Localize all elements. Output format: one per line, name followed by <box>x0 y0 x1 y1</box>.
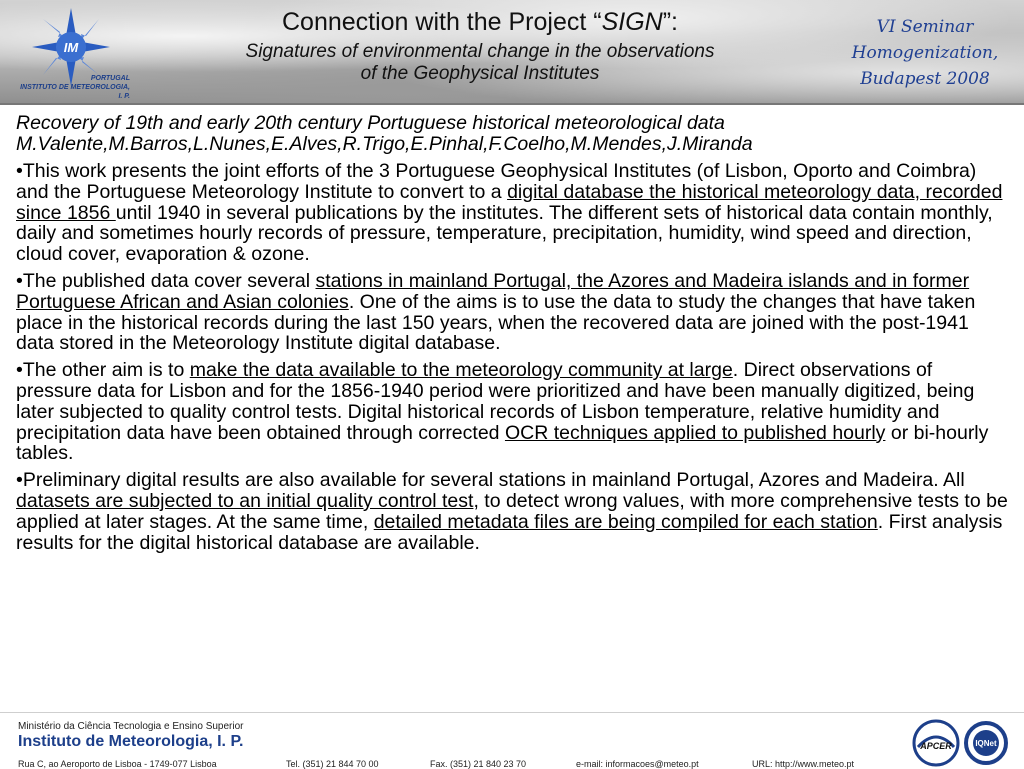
paragraph-3 <box>16 360 1012 464</box>
p2-text-a: •The published data cover several <box>16 269 316 292</box>
p4-underlined-2: detailed metadata files are being compiled for each station <box>373 510 878 533</box>
intro-block <box>16 113 1012 155</box>
footer-tel: Tel. (351) 21 844 70 00 <box>286 759 379 769</box>
seminar-line-3: Budapest 2008 <box>860 69 990 89</box>
footer-fax: Fax. (351) 21 840 23 70 <box>430 759 527 769</box>
p1-text-b: until 1940 in several publications by the institutes. The different sets of historical data contain monthly, daily and sometimes hourly records of pressure, temperature, precipitation, humidity, wind speed and direction, cloud cover, evaporation & ozone. <box>16 201 993 266</box>
p3-underlined-2: OCR techniques applied to published hourly <box>504 421 886 444</box>
subtitle-line-1: Signatures of environmental change in the observations <box>245 41 715 62</box>
logo-caption-institute: INSTITUTO DE METEOROLOGIA, I. P. <box>20 84 130 100</box>
footer-url[interactable]: URL: http://www.meteo.pt <box>752 759 855 769</box>
p4-text-b: , to detect wrong values, with more comprehensive tests to be applied at later stages. At the same time, <box>16 489 1008 533</box>
paragraph-1 <box>16 161 1012 265</box>
paragraph-4 <box>16 470 1012 553</box>
footer-ministry: Ministério da Ciência Tecnologia e Ensino Superior <box>18 721 244 732</box>
p4-text-c: . First analysis results for the digital historical database are available. <box>16 510 1003 554</box>
page-title <box>150 8 810 36</box>
p3-text-a: •The other aim is to <box>16 359 190 382</box>
p2-text-b: . One of the aims is to use the data to study the changes that have taken place in the historical records during the last 150 years, when the recovered data are joined with the post-1941 data stored in the Meteorology Institute digital database. <box>16 290 976 355</box>
footer-email[interactable]: e-mail: informacoes@meteo.pt <box>576 759 699 769</box>
im-logo-text: IM <box>63 40 79 55</box>
p1-underlined: digital database the historical meteorology data, recorded since 1856 <box>16 180 1003 224</box>
title-prefix: Connection with the Project “ <box>281 8 602 36</box>
intro-authors: M.Valente,M.Barros,L.Nunes,E.Alves,R.Trigo,E.Pinhal,F.Coelho,M.Mendes,J.Miranda <box>16 133 753 155</box>
intro-title: Recovery of 19th and early 20th century Portuguese historical meteorological data <box>16 112 725 134</box>
logo-caption <box>20 74 130 101</box>
apcer-logo-icon <box>912 719 960 767</box>
footer-address: Rua C, ao Aeroporto de Lisboa - 1749-077 Lisboa <box>18 759 217 769</box>
iqnet-logo-icon <box>964 721 1008 765</box>
seminar-line-2: Homogenization, <box>851 43 999 63</box>
p2-underlined: stations in mainland Portugal, the Azores and Madeira islands and in former Portuguese African and Asian colonies <box>16 269 970 313</box>
p3-text-b: . Direct observations of pressure data for Lisbon and for the 1856-1940 period were prioritized and have been manually digitized, being later subjected to quality control tests. Digital historical records of Lisbon temperature, relative humidity and precipitation data have been obtained through corrected <box>16 359 975 444</box>
p1-text-a: •This work presents the joint efforts of the 3 Portuguese Geophysical Institutes (of Lisbon, Oporto and Coimbra) and the Portuguese Meteorology Institute to convert to a <box>16 160 977 203</box>
subtitle-line-2: of the Geophysical Institutes <box>360 63 600 84</box>
title-suffix: ”: <box>662 8 678 36</box>
p3-underlined-1: make the data available to the meteorology community at large <box>189 359 733 382</box>
title-project: SIGN <box>601 8 663 36</box>
seminar-label <box>840 14 1010 92</box>
p4-text-a: •Preliminary digital results are also available for several stations in mainland Portugal, Azores and Madeira. All <box>16 469 965 492</box>
iqnet-logo-text: IQNet <box>975 739 997 748</box>
footer-institute: Instituto de Meteorologia, I. P. <box>18 733 244 750</box>
p3-text-c: or bi-hourly tables. <box>16 421 989 465</box>
header-divider <box>0 103 1024 105</box>
seminar-line-1: VI Seminar <box>876 17 974 37</box>
page-subtitle <box>150 41 810 85</box>
logo-caption-country: PORTUGAL <box>90 75 130 82</box>
apcer-logo-text: APCER <box>920 741 952 751</box>
header-band <box>0 0 1024 103</box>
p4-underlined-1: datasets are subjected to an initial quality control test <box>16 489 474 512</box>
footer <box>0 712 1024 769</box>
paragraph-2 <box>16 271 1012 354</box>
main-content <box>16 113 1012 559</box>
